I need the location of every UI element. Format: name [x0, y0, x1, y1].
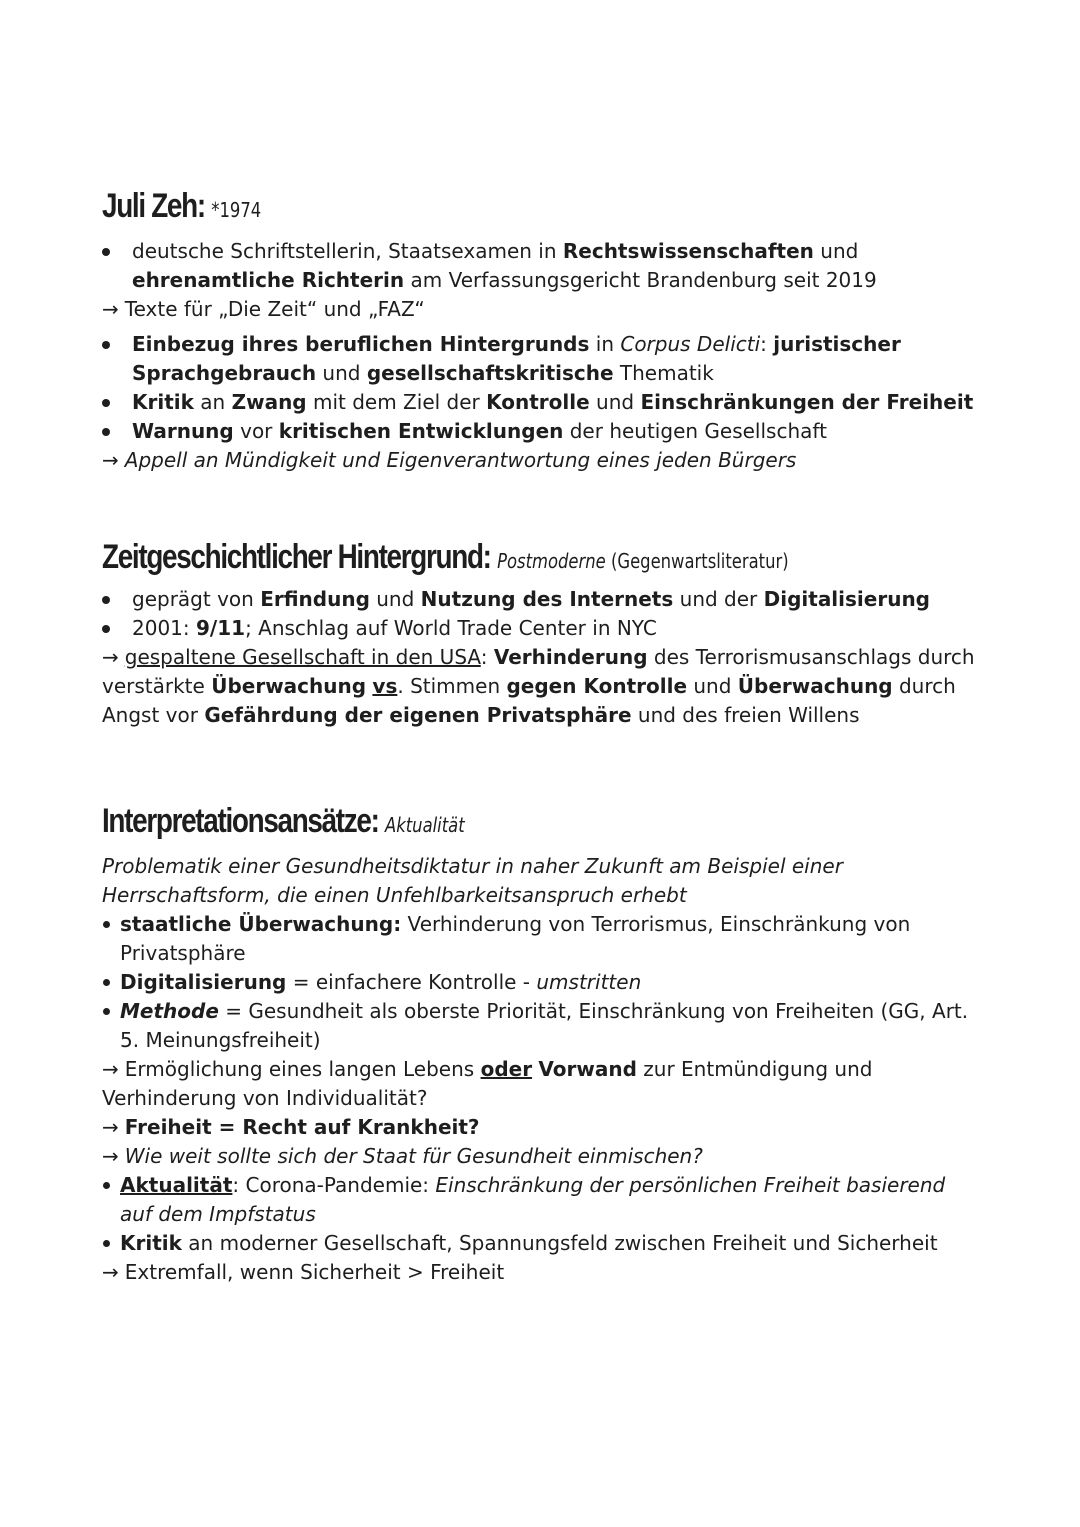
- text-segment: Vorwand: [538, 1057, 637, 1081]
- text-segment: Überwachung: [211, 674, 367, 698]
- text-segment: gegen Kontrolle: [506, 674, 688, 698]
- text-segment: umstritten: [536, 970, 642, 994]
- arrow-item: [102, 1055, 982, 1113]
- text-segment: oder: [480, 1057, 533, 1081]
- bullet-item: [102, 330, 982, 388]
- text-segment: und: [687, 674, 738, 698]
- text-segment: am Verfassungsgericht Brandenburg seit 2019: [404, 268, 877, 292]
- text-segment: Digitalisierung: [120, 970, 287, 994]
- arrow-item: [102, 295, 982, 324]
- text-segment: Zwang: [231, 390, 307, 414]
- heading-title: Interpretationsansätze:: [102, 802, 379, 840]
- text-segment: = Gesundheit als oberste Priorität, Einschränkung von Freiheiten (GG, Art. 5. Meinungsfreiheit): [120, 999, 969, 1052]
- section-juli-zeh: [102, 186, 982, 475]
- text-segment: Appell an Mündigkeit und Eigenverantwortung eines jeden Bürgers: [124, 448, 797, 472]
- text-segment: an: [193, 390, 232, 414]
- intro-text: [102, 852, 982, 910]
- text-segment: = einfachere Kontrolle -: [286, 970, 537, 994]
- arrow-item: [102, 643, 982, 730]
- section-historical-background: [102, 537, 982, 730]
- text-segment: vs: [372, 674, 398, 698]
- text-segment: Kritik: [132, 390, 194, 414]
- section-heading: [102, 186, 824, 230]
- bullet-item: [102, 1171, 982, 1229]
- text-segment: : Corona-Pandemie:: [232, 1173, 436, 1197]
- text-segment: Texte für „Die Zeit“ und „FAZ“: [124, 297, 425, 321]
- heading-title: Zeitgeschichtlicher Hintergrund:: [102, 538, 491, 576]
- text-segment: Überwachung: [737, 674, 893, 698]
- text-segment: Erfindung: [260, 587, 370, 611]
- arrow-icon: →: [102, 448, 119, 472]
- text-segment: Warnung: [132, 419, 234, 443]
- text-segment: Postmoderne: [497, 549, 606, 573]
- text-segment: (Gegenwartsliteratur): [605, 549, 789, 573]
- text-segment: Ermöglichung eines langen Lebens: [124, 1057, 481, 1081]
- text-segment: und: [316, 361, 367, 385]
- text-segment: kritischen Entwicklungen: [278, 419, 564, 443]
- text-segment: staatliche Überwachung:: [120, 912, 402, 936]
- text-segment: und: [369, 587, 421, 611]
- text-segment: Gefährdung der eigenen Privatsphäre: [204, 703, 632, 727]
- text-segment: der heutigen Gesellschaft: [563, 419, 827, 443]
- text-segment: Verhinderung von Terrorismus, Einschränkung von Privatsphäre: [120, 912, 911, 965]
- arrow-icon: →: [102, 297, 119, 321]
- text-segment: Einbezug ihres beruflichen Hintergrunds: [132, 332, 590, 356]
- text-segment: Thematik: [613, 361, 714, 385]
- arrow-icon: →: [102, 1260, 119, 1284]
- bullet-item: [102, 237, 982, 295]
- heading-subtitle: [385, 813, 465, 837]
- text-segment: Einschränkung der persönlichen Freiheit basierend auf dem Impfstatus: [120, 1173, 946, 1226]
- text-segment: und des freien Willens: [631, 703, 860, 727]
- section-heading: [102, 801, 824, 845]
- text-segment: ehrenamtliche Richterin: [132, 268, 405, 292]
- bullet-item: [102, 388, 982, 417]
- text-segment: und: [813, 239, 859, 263]
- bullet-item: [102, 1229, 982, 1258]
- section-interpretation: [102, 801, 982, 1287]
- text-segment: Rechtswissenschaften: [562, 239, 814, 263]
- text-segment: Aktualität: [385, 813, 465, 837]
- bullet-item: [102, 910, 982, 968]
- text-segment: durch Angst vor: [102, 674, 956, 727]
- text-segment: an moderner Gesellschaft, Spannungsfeld zwischen Freiheit und Sicherheit: [181, 1231, 938, 1255]
- text-segment: vor: [233, 419, 279, 443]
- text-segment: Kritik: [120, 1231, 182, 1255]
- text-segment: 2001:: [132, 616, 196, 640]
- text-segment: zur Entmündigung und Verhinderung von Individualität?: [102, 1057, 873, 1110]
- arrow-icon: →: [102, 645, 119, 669]
- text-segment: :: [480, 645, 494, 669]
- arrow-icon: →: [102, 1115, 119, 1139]
- bullet-item: [102, 585, 982, 614]
- bullet-item: [102, 997, 982, 1055]
- text-segment: Nutzung des Internets: [420, 587, 674, 611]
- arrow-icon: →: [102, 1057, 119, 1081]
- text-segment: in: [589, 332, 621, 356]
- text-segment: Digitalisierung: [763, 587, 931, 611]
- text-segment: Einschränkungen der Freiheit: [640, 390, 974, 414]
- text-segment: gesellschaftskritische: [366, 361, 614, 385]
- text-segment: Freiheit = Recht auf Krankheit?: [124, 1115, 480, 1139]
- text-segment: gespaltene Gesellschaft in den USA: [124, 645, 481, 669]
- bullet-item: [102, 614, 982, 643]
- text-segment: und der: [673, 587, 764, 611]
- text-segment: Methode: [120, 999, 219, 1023]
- text-segment: mit dem Ziel der: [306, 390, 487, 414]
- arrow-item: [102, 1258, 982, 1287]
- text-segment: Verhinderung: [493, 645, 648, 669]
- text-segment: deutsche Schriftstellerin, Staatsexamen in: [132, 239, 563, 263]
- heading-title: Juli Zeh:: [102, 187, 205, 225]
- text-segment: 9/11: [196, 616, 246, 640]
- section-heading: [102, 537, 824, 581]
- text-segment: des Terrorismusanschlags durch verstärkte: [102, 645, 975, 698]
- arrow-item: [102, 446, 982, 475]
- text-segment: . Stimmen: [397, 674, 507, 698]
- text-segment: Problematik einer Gesundheitsdiktatur in naher Zukunft am Beispiel einer Herrschaftsform, die einen Unfehlbarkeitsanspruch erhebt: [102, 854, 843, 907]
- arrow-icon: →: [102, 1144, 119, 1168]
- text-segment: geprägt von: [132, 587, 261, 611]
- text-segment: und: [589, 390, 641, 414]
- heading-subtitle: [497, 549, 789, 573]
- arrow-item: [102, 1113, 982, 1142]
- text-segment: Wie weit sollte sich der Staat für Gesundheit einmischen?: [124, 1144, 703, 1168]
- birth-year: *1974: [211, 198, 262, 222]
- bullet-item: [102, 417, 982, 446]
- text-segment: Aktualität: [120, 1173, 233, 1197]
- text-segment: ; Anschlag auf World Trade Center in NYC: [245, 616, 657, 640]
- text-segment: juristischer Sprachgebrauch: [132, 332, 901, 385]
- bullet-item: [102, 968, 982, 997]
- text-segment: Corpus Delicti: [620, 332, 761, 356]
- arrow-item: [102, 1142, 982, 1171]
- text-segment: :: [760, 332, 774, 356]
- text-segment: Extremfall, wenn Sicherheit > Freiheit: [124, 1260, 505, 1284]
- text-segment: Kontrolle: [486, 390, 590, 414]
